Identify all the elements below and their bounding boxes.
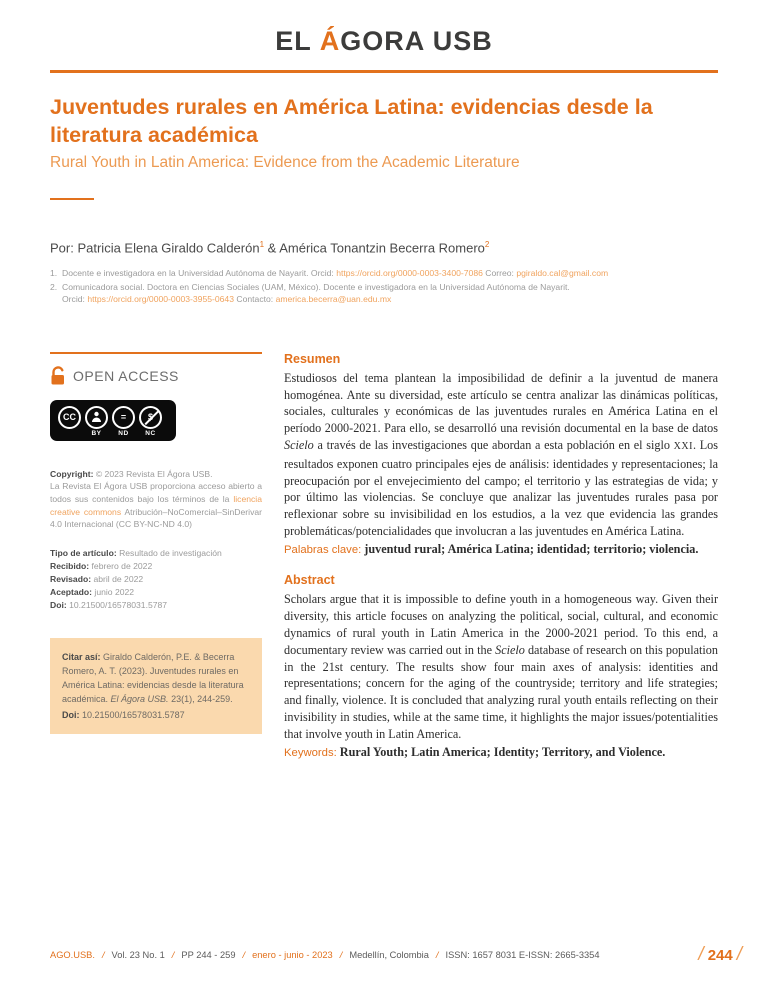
logo-text-gora-usb: GORA USB <box>340 26 493 56</box>
footer-separator: / <box>435 950 439 960</box>
meta-doi <box>50 599 262 612</box>
meta-accepted <box>50 586 262 599</box>
footnotes <box>50 268 718 305</box>
logo-text-el: EL <box>275 26 320 56</box>
meta-doi-label: Doi: <box>50 599 67 610</box>
palabras-clave-text: juventud rural; América Latina; identidad; territorio; violencia. <box>361 541 699 556</box>
copyright-notice <box>50 468 262 531</box>
title-divider <box>50 198 94 200</box>
orcid-link-2[interactable]: https://orcid.org/0000-0003-3955-0643 <box>87 293 234 304</box>
footnote-2-body <box>62 282 718 306</box>
keywords-line <box>284 744 718 762</box>
abstract-run-1: Scholars argue that it is impossible to define youth in a homogeneous way. Given their diversity, this article focuses on analyzing the political, social, cultural, and economic dynamics of rural youth in Latin America in the 2000-2021 period. To this end, a documentary review was carried out in the <box>284 592 718 657</box>
footer-separator: / <box>242 950 246 960</box>
resumen-scielo-italic: Scielo <box>284 437 314 452</box>
meta-received <box>50 560 262 573</box>
page-number <box>698 944 742 966</box>
meta-doi-value: 10.21500/16578031.5787 <box>66 599 168 610</box>
footer-separator: / <box>101 950 105 960</box>
copyright-body-2: Atribución–NoComercial–SinDerivar 4.0 Internacional (CC BY-NC-ND 4.0) <box>50 506 263 530</box>
copyright-year: © 2023 Revista El Ágora USB. <box>93 468 213 479</box>
author-2-footnote-mark: 2 <box>484 240 490 249</box>
keywords-text: Rural Youth; Latin America; Identity; Territory, and Violence. <box>336 744 666 759</box>
palabras-clave-label: Palabras clave: <box>284 543 362 556</box>
open-access-label: OPEN ACCESS <box>73 367 179 384</box>
citation-label: Citar así: <box>62 651 101 662</box>
cc-by-person-icon <box>85 406 108 429</box>
meta-received-label: Recibido: <box>50 560 90 571</box>
footer-period: enero - junio - 2023 <box>252 950 333 960</box>
citation-body: Giraldo Calderón, P.E. & Becerra Romero, A. T. (2023). Juventudes rurales en América Latina: evidencias desde la literatura académica. <box>62 651 244 704</box>
byline-separator: & <box>264 240 280 256</box>
keywords-label: Keywords: <box>284 746 337 759</box>
footer-city: Medellín, Colombia <box>349 950 429 960</box>
meta-accepted-value: junio 2022 <box>92 586 135 597</box>
open-access-badge <box>50 366 262 386</box>
author-1-footnote-mark: 1 <box>259 240 265 249</box>
citation-text <box>62 650 250 706</box>
resumen-run-1: Estudiosos del tema plantean la imposibilidad de definir a la juventud de manera homogénea. Ante su diversidad, este artículo se centra analizar las dinámicas políticas, sociales, culturales y económicas de las juventudes rurales en América Latina en el período 2000-2021. Para ello, se desarrolló una revisión documental en la base de datos <box>284 370 718 436</box>
palabras-clave-line <box>284 541 718 559</box>
citation-pages: 23(1), 244-259. <box>168 693 233 704</box>
footnote-1-text: Docente e investigadora en la Universidad Autónoma de Nayarit. Orcid: <box>62 268 337 279</box>
footnote-2-contact-label: Contacto: <box>234 293 276 304</box>
meta-revised-label: Revisado: <box>50 573 92 584</box>
meta-article-type-label: Tipo de artículo: <box>50 547 117 558</box>
open-lock-icon <box>50 366 66 386</box>
citation-journal-name: El Ágora USB. <box>110 693 169 704</box>
cc-label-by: BY <box>91 429 102 437</box>
footer-pages: PP 244 - 259 <box>181 950 236 960</box>
content-columns <box>50 352 718 762</box>
byline <box>50 240 718 255</box>
orcid-link-1[interactable]: https://orcid.org/0000-0003-3400-7086 <box>336 268 483 279</box>
cc-nd-icon: = <box>112 406 135 429</box>
meta-revised-value: abril de 2022 <box>91 573 144 584</box>
footer-separator: / <box>171 950 175 960</box>
citation-doi <box>62 708 250 722</box>
footnote-1-number: 1. <box>50 268 58 279</box>
cc-license-link[interactable]: licencia creative commons <box>50 493 262 517</box>
footnote-2-text: Comunicadora social. Doctora en Ciencias Sociales (UAM, México). Docente e investigadora en la Universidad Autónoma de Nayarit. <box>62 282 570 293</box>
citation-doi-value: 10.21500/16578031.5787 <box>79 709 185 720</box>
citation-doi-label: Doi: <box>62 709 80 720</box>
metadata-sidebar <box>50 352 262 762</box>
cc-label-nd: ND <box>118 429 129 437</box>
meta-revised <box>50 573 262 586</box>
meta-received-value: febrero de 2022 <box>89 560 153 571</box>
footer-volume: Vol. 23 No. 1 <box>111 950 165 960</box>
resumen-run-3: . Los resultados exponen cuatro principales ejes de análisis: identidades y representaciones; la preocupación por el envejecimiento del campo; el territorio y las estrategias de vida; y por último las violencias. Se concluye que analizar las juventudes rurales pasa por reflexionar sobre su invisibilidad en los estudios, a la vez que evidencia las grandes problemáticas/potencialidades que involucran a las juventudes en América Latina. <box>284 437 718 538</box>
journal-logo <box>50 26 718 57</box>
resumen-heading: Resumen <box>284 351 341 366</box>
copyright-label: Copyright: <box>50 468 94 479</box>
article-title-spanish: Juventudes rurales en América Latina: evidencias desde la literatura académica <box>50 95 653 147</box>
cc-labels-row <box>58 430 168 437</box>
page-number-slash-right: / <box>736 944 742 965</box>
abstract-heading: Abstract <box>284 573 335 588</box>
header-rule <box>50 70 718 73</box>
author-2: América Tonantzin Becerra Romero <box>279 240 485 256</box>
page-number-slash-left: / <box>698 944 704 965</box>
abstract-scielo-italic: Scielo <box>495 642 525 657</box>
logo-accent-letter: Á <box>319 26 341 56</box>
footer-journal-abbrev: AGO.USB. <box>50 950 95 960</box>
byline-prefix: Por: <box>50 240 78 256</box>
footer-separator: / <box>339 950 343 960</box>
creative-commons-badge[interactable] <box>50 400 176 441</box>
footnote-2-number: 2. <box>50 282 58 293</box>
abstract-text <box>284 591 718 742</box>
abstract-run-2: database of research on this population in the 21st century. The results show four main axes of analysis: identities and representations; concern for the aging of the countryside; territory and life strategies; and finally, violence. It is concluded that analyzing rural youth entails reflecting on their invisibility in studies, while at the same time, it highlights the major issues/potentialities that involve youth in Latin America. <box>284 642 718 741</box>
email-link-1[interactable]: pgiraldo.cal@gmail.com <box>516 268 609 279</box>
page-footer <box>50 950 600 960</box>
cc-icons-row <box>58 406 168 429</box>
copyright-body: La Revista El Ágora USB proporciona acceso abierto a todos sus contenidos bajo los términos de la <box>50 481 262 504</box>
abstracts-column <box>284 352 718 762</box>
cc-label-nc: NC <box>145 429 156 437</box>
resumen-siglo-xxi: XXI <box>673 440 693 452</box>
cc-nc-icon <box>139 406 162 429</box>
footer-issn: ISSN: 1657 8031 E-ISSN: 2665-3354 <box>445 950 600 960</box>
author-1: Patricia Elena Giraldo Calderón <box>77 240 260 256</box>
resumen-run-2: a través de las investigaciones que abordan a esta población en el siglo <box>313 437 674 452</box>
footnote-1 <box>50 268 718 280</box>
resumen-text <box>284 370 718 540</box>
sidebar-rule <box>50 352 262 354</box>
citation-box <box>50 638 262 734</box>
meta-article-type-value: Resultado de investigación <box>116 547 222 558</box>
page-number-value: 244 <box>707 946 733 964</box>
article-meta <box>50 547 262 612</box>
footnote-2-orcid-label: Orcid: <box>62 293 88 304</box>
footnote-2 <box>50 282 718 306</box>
email-link-2[interactable]: america.becerra@uan.edu.mx <box>275 293 392 304</box>
article-title-english: Rural Youth in Latin America: Evidence from the Academic Literature <box>50 154 520 171</box>
footnote-1-body <box>62 268 718 280</box>
meta-accepted-label: Aceptado: <box>50 586 93 597</box>
footnote-1-text-2: Correo: <box>482 268 517 279</box>
cc-label-spacer <box>58 430 81 437</box>
cc-logo-icon: CC <box>58 406 81 429</box>
meta-article-type <box>50 547 262 560</box>
